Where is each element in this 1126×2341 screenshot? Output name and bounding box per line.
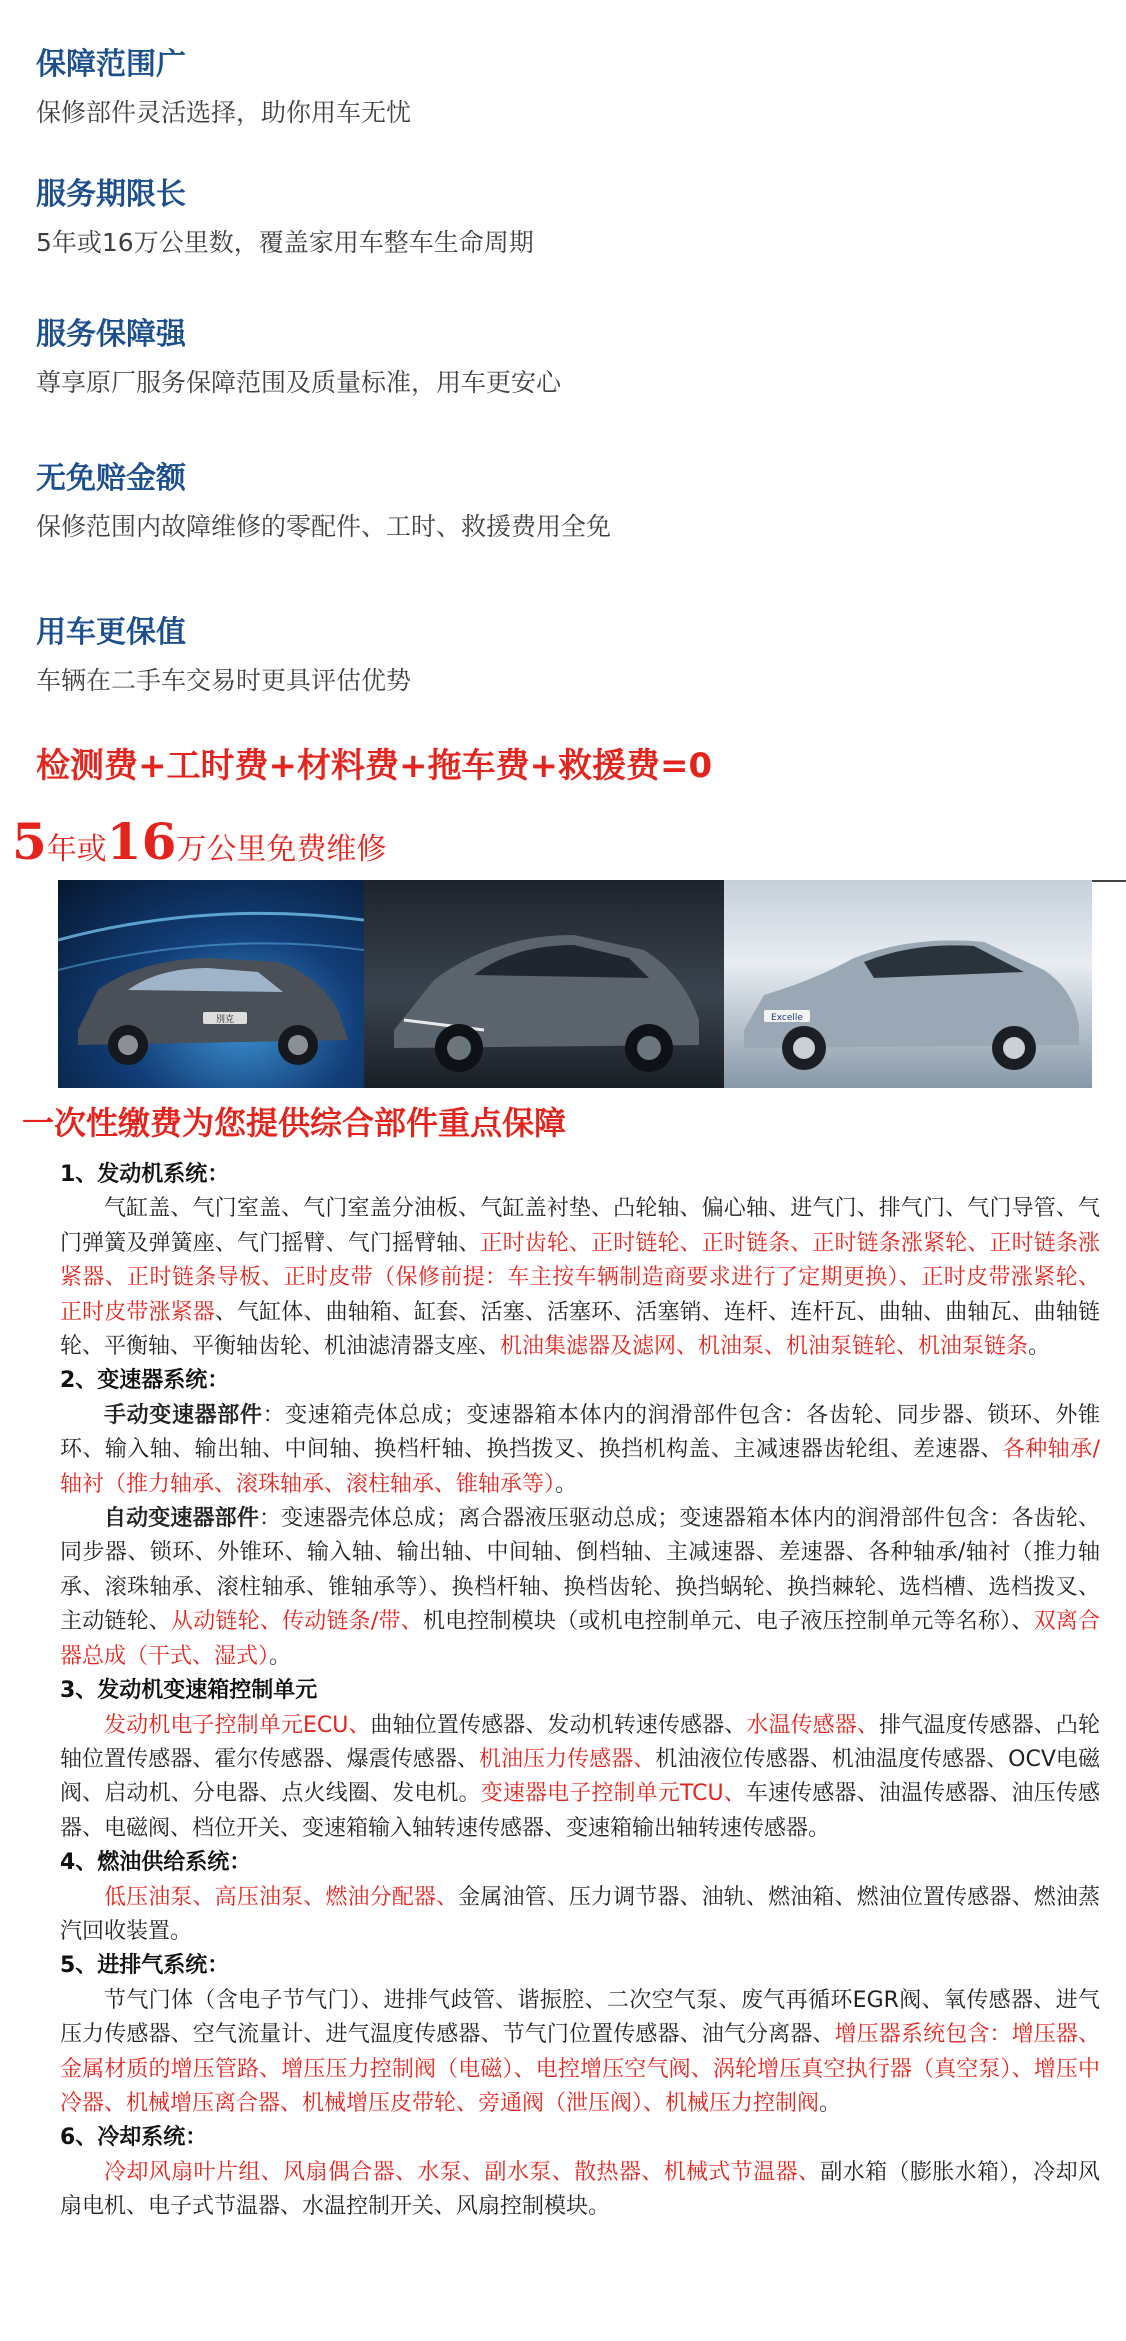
text-run: 气缸盖、气门室盖、气门室盖分油板、气缸盖衬垫、凸轮轴、偏心轴、进气门、排气门、气门导管、气门弹簧及弹簧座、气门摇臂、气门摇臂轴、 bbox=[60, 1196, 1100, 1256]
highlight-run: 双离合器总成（干式、湿式） bbox=[60, 1609, 1100, 1669]
control-unit-parts bbox=[60, 1709, 1100, 1847]
text-run: 。 bbox=[819, 2090, 842, 2116]
years-number: 5 bbox=[12, 812, 47, 871]
text-run: 机电控制模块（或机电控制单元、电子液压控制单元等名称）、 bbox=[422, 1609, 1034, 1635]
feature-title: 服务保障强 bbox=[36, 317, 186, 352]
mileage-number: 16 bbox=[106, 812, 177, 871]
mileage-text: 万公里免费维修 bbox=[176, 832, 387, 867]
feature-title: 服务期限长 bbox=[36, 177, 186, 212]
text-run: ：变速箱壳体总成；变速器箱本体内的润滑部件包含：各齿轮、同步器、锁环、外锥环、输入轴、输出轴、中间轴、换档杆轴、换挡拨叉、换挡机构盖、主减速器齿轮组、差速器、 bbox=[60, 1402, 1100, 1463]
text-run: 排气温度传感器、凸轮轴位置传感器、霍尔传感器、爆震传感器、 bbox=[60, 1712, 1100, 1772]
cooling-heading: 6、冷却系统： bbox=[60, 2125, 208, 2151]
auto-label: 自动变速器部件 bbox=[104, 1506, 259, 1532]
highlight-run: 从动链轮、传动链条/带、 bbox=[171, 1609, 423, 1635]
intake-exhaust-parts bbox=[60, 1984, 1100, 2122]
free-repair-headline bbox=[12, 812, 386, 871]
section-title: 一次性缴费为您提供综合部件重点保障 bbox=[22, 1104, 567, 1142]
cost-formula: 检测费+工时费+材料费+拖车费+救援费=0 bbox=[36, 746, 713, 786]
intake-exhaust-heading: 5、进排气系统： bbox=[60, 1953, 230, 1979]
years-text: 年或 bbox=[46, 832, 107, 867]
fuel-parts bbox=[60, 1881, 1100, 1950]
feature-desc: 尊享原厂服务保障范围及质量标准，用车更安心 bbox=[36, 368, 562, 397]
text-run: 机油液位传感器、机油温度传感器、OCV电磁阀、启动机、分电器、点火线圈、发电机。 bbox=[60, 1746, 1100, 1807]
text-run: 副水箱（膨胀水箱），冷却风扇电机、电子式节温器、水温控制开关、风扇控制模块。 bbox=[60, 2159, 1100, 2220]
car-silhouette-2 bbox=[364, 880, 724, 1088]
highlight-run: 增压器系统包含：增压器、金属材质的增压管路、增压压力控制阀（电磁）、电控增压空气阀、涡轮增压真空执行器（真空泵）、增压中冷器、机械增压离合器、机械增压皮带轮、旁通阀（泄压阀）、机械压力控制阀 bbox=[60, 2022, 1100, 2116]
car1-badge: 別克 bbox=[215, 1015, 235, 1025]
fuel-heading: 4、燃油供给系统： bbox=[60, 1850, 252, 1876]
highlight-run: 机油集滤器及滤网、机油泵、机油泵链轮、机油泵链条 bbox=[500, 1334, 1029, 1360]
feature-desc: 车辆在二手车交易时更具评估优势 bbox=[36, 666, 412, 695]
feature-term bbox=[36, 176, 1096, 260]
car3-badge: Excelle bbox=[771, 1013, 803, 1023]
highlight-run: 变速器电子控制单元TCU、 bbox=[480, 1781, 746, 1807]
feature-desc: 保修范围内故障维修的零配件、工时、救援费用全免 bbox=[36, 512, 612, 541]
feature-title: 无免赔金额 bbox=[36, 461, 186, 496]
engine-parts bbox=[60, 1192, 1100, 1364]
text-run: 金属油管、压力调节器、油轨、燃油箱、燃油位置传感器、燃油蒸汽回收装置。 bbox=[60, 1884, 1100, 1944]
transmission-heading: 2、变速器系统： bbox=[60, 1368, 230, 1394]
feature-title: 保障范围广 bbox=[36, 47, 186, 82]
car-silhouette-3 bbox=[724, 880, 1092, 1088]
feature-assurance bbox=[36, 316, 1096, 400]
highlight-run: 发动机电子控制单元ECU、 bbox=[104, 1712, 371, 1738]
car-image-2 bbox=[364, 880, 724, 1088]
text-run: 。 bbox=[555, 1471, 578, 1497]
text-run: 车速传感器、油温传感器、油压传感器、电磁阀、档位开关、变速箱输入轴转速传感器、变速箱输出轴转速传感器。 bbox=[60, 1781, 1100, 1841]
text-run: 节气门体（含电子节气门）、进排气歧管、谐振腔、二次空气泵、废气再循环EGR阀、氧传感器、进气压力传感器、空气流量计、进气温度传感器、节气门位置传感器、油气分离器、 bbox=[60, 1987, 1100, 2048]
feature-coverage bbox=[36, 46, 1096, 130]
highlight-run: 各种轴承/轴衬（推力轴承、滚珠轴承、滚柱轴承、锥轴承等） bbox=[60, 1437, 1100, 1497]
engine-heading: 1、发动机系统： bbox=[60, 1162, 230, 1187]
feature-desc: 5年或16万公里数，覆盖家用车整车生命周期 bbox=[36, 228, 534, 257]
auto-transmission-parts bbox=[60, 1502, 1100, 1674]
coverage-list bbox=[60, 1158, 1100, 2225]
feature-value bbox=[36, 614, 1096, 698]
car-banner bbox=[58, 880, 1092, 1088]
control-unit-heading: 3、发动机变速箱控制单元 bbox=[60, 1678, 318, 1704]
feature-no-deductible bbox=[36, 460, 1096, 544]
car-silhouette-1 bbox=[58, 880, 364, 1088]
feature-desc: 保修部件灵活选择，助你用车无忧 bbox=[36, 98, 412, 127]
text-run: ：变速器壳体总成；离合器液压驱动总成；变速器箱本体内的润滑部件包含：各齿轮、同步器、锁环、外锥环、输入轴、输出轴、中间轴、倒档轴、主减速器、差速器、各种轴承/轴衬（推力轴承、滚珠轴承、滚柱轴承、锥轴承等）、换档杆轴、换档齿轮、换挡蜗轮、换挡棘轮、选档槽、选档拨叉、主动链轮、 bbox=[60, 1506, 1100, 1635]
cooling-parts bbox=[60, 2156, 1100, 2225]
text-run: 曲轴位置传感器、发动机转速传感器、 bbox=[370, 1712, 747, 1738]
feature-title: 用车更保值 bbox=[36, 615, 186, 650]
highlight-run: 水温传感器、 bbox=[746, 1712, 879, 1738]
highlight-run: 机油压力传感器、 bbox=[478, 1746, 656, 1772]
highlight-run: 低压油泵、高压油泵、燃油分配器、 bbox=[104, 1884, 459, 1910]
highlight-run: 冷却风扇叶片组、风扇偶合器、水泵、副水泵、散热器、机械式节温器、 bbox=[104, 2159, 821, 2185]
text-run: 。 bbox=[269, 1643, 292, 1669]
highlight-run: 正时齿轮、正时链轮、正时链条、正时链条涨紧轮、正时链条涨紧器、正时链条导板、正时皮带（保修前提：车主按车辆制造商要求进行了定期更换）、正时皮带涨紧轮、正时皮带涨紧器 bbox=[60, 1230, 1100, 1325]
manual-label: 手动变速器部件 bbox=[104, 1402, 263, 1428]
car-image-1 bbox=[58, 880, 364, 1088]
text-run: 。 bbox=[1028, 1334, 1051, 1360]
manual-transmission-parts bbox=[60, 1399, 1100, 1502]
text-run: 、气缸体、曲轴箱、缸套、活塞、活塞环、活塞销、连杆、连杆瓦、曲轴、曲轴瓦、曲轴链轮、平衡轴、平衡轴齿轮、机油滤清器支座、 bbox=[60, 1299, 1100, 1360]
car-image-3 bbox=[724, 880, 1092, 1088]
